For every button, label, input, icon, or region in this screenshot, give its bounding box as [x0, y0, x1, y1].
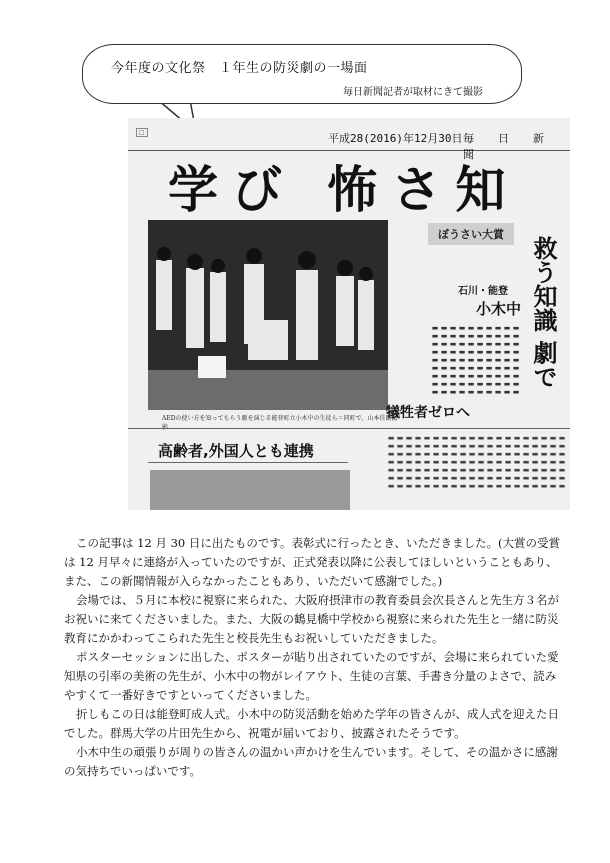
speech-bubble	[82, 44, 522, 104]
newspaper-dateline	[128, 122, 570, 161]
newspaper-stamp-icon: □	[136, 128, 148, 137]
paragraph: ポスターセッションに出した、ポスターが貼り出されていたのですが、会場に来られていた愛知県の引率の美術の先生が、小木中の物がレイアウト、生徒の言葉、手書き分量のよさで、読みやすくて一番好きですといってくださいました。	[64, 650, 559, 702]
newspaper-name: 毎日新聞	[463, 132, 568, 161]
school-area: 石川・能登	[458, 286, 508, 297]
article-column-1: ▬▬▬▬▬▬▬▬▬ ▬▬▬▬▬▬▬▬▬ ▬▬▬▬▬▬▬▬▬ ▬▬▬▬▬▬▬▬▬ ▬▬▬▬▬▬▬▬▬ ▬▬▬▬▬▬▬▬▬ ▬▬▬▬▬▬▬▬▬ ▬▬▬▬▬▬▬▬▬ ▬▬▬▬▬▬▬▬▬ ▬▬▬▬▬▬▬▬▬	[431, 324, 520, 396]
divider	[128, 428, 570, 429]
newspaper-clipping	[128, 118, 570, 510]
students-photo-illustration	[148, 220, 388, 410]
subhead-underline	[148, 462, 348, 463]
award-badge: ぼうさい大賞	[428, 223, 514, 245]
subhead-no-victims: 犠牲者ゼロへ	[386, 405, 470, 421]
newspaper-date: 平成28(2016)年12月30日	[328, 132, 463, 145]
paragraph: 折しもこの日は能登町成人式。小木中の防災活動を始めた学年の皆さんが、成人式を迎えた日でした。群馬大学の片田先生から、祝電が届いており、披露されたそうです。	[64, 707, 559, 740]
news-photo	[148, 220, 388, 410]
bubble-subtitle: 毎日新聞記者が取材にきて撮影	[343, 87, 483, 98]
photo-caption: AEDの使い方を知ってもらう劇を演じる能登町立小木中の生徒ら＝同町で、山本佳朗撮	[162, 415, 398, 422]
subhead-cooperation: 高齢者,外国人とも連携	[158, 442, 314, 460]
article-column-2: ▬▬▬▬▬▬▬ ▬▬▬▬▬▬▬ ▬▬▬▬▬▬▬ ▬▬▬▬▬▬▬ ▬▬▬▬▬▬▬ ▬▬▬▬▬▬▬ ▬▬▬▬▬▬▬ ▬▬▬▬▬▬▬ ▬▬▬▬▬▬▬ ▬▬▬▬▬▬▬ ▬▬▬▬▬▬▬ ▬▬▬▬▬▬▬ ▬▬▬▬▬▬▬ ▬▬▬▬▬▬▬ ▬▬▬▬▬▬▬ ▬▬▬▬▬▬▬ ▬▬▬▬▬▬▬ ▬▬▬▬▬▬▬ ▬▬▬▬▬▬▬ ▬▬▬▬▬▬▬	[387, 434, 566, 490]
vertical-headline: 救う知識 劇で	[529, 236, 557, 389]
paragraph: 小木中生の頑張りが周りの皆さんの温かい声かけを生んでいます。そして、その温かさに感謝の気持ちでいっぱいです。	[64, 745, 558, 778]
school-name: 小木中	[476, 300, 522, 318]
bubble-title: 今年度の文化祭 １年生の防災劇の一場面	[111, 61, 368, 76]
newspaper-headline: 学び 怖さ知	[168, 161, 520, 219]
paragraph: この記事は 12 月 30 日に出たものです。表彰式に行ったとき、いただきました。(大賞の受賞は 12 月早々に連絡が入っていたのですが、正式発表以降に公表してほしいということもあり、また、この新聞情報が入らなかったこともあり、いただいて感謝でした。)	[64, 536, 560, 588]
bottom-photo	[150, 470, 350, 510]
paragraph: 会場では、５月に本校に視察に来られた、大阪府摂津市の教育委員会次長さんと先生方３名がお祝いに来てくださいました。また、大阪の鶴見橋中学校から視察に来られた先生と一緒に防災教育にかかわってこられた先生と校長先生もお祝いしていただきました。	[64, 593, 559, 645]
article-body	[64, 534, 564, 781]
